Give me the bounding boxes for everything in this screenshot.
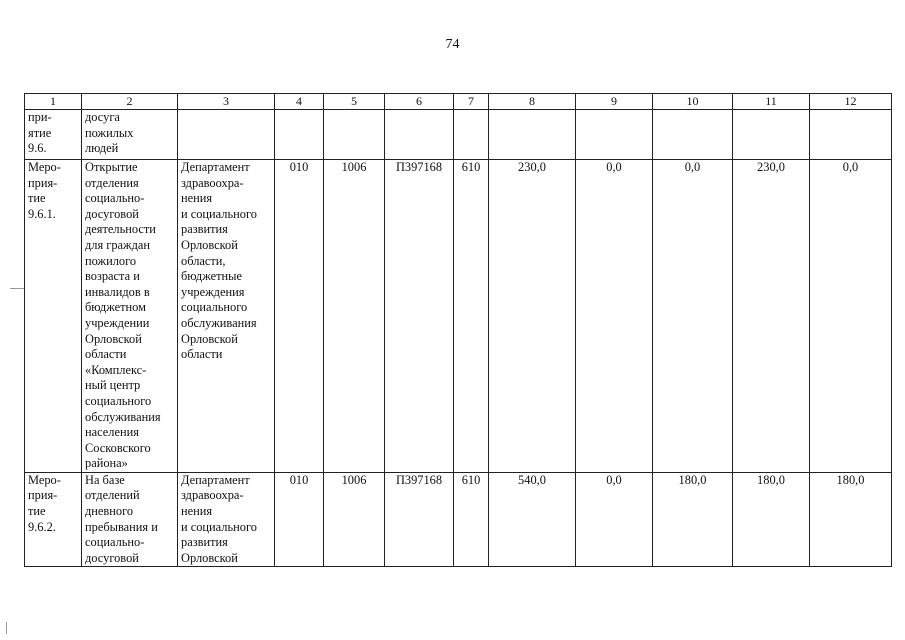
column-header: 12: [810, 94, 892, 110]
table-row: [25, 110, 892, 160]
column-header: 4: [275, 94, 324, 110]
column-header: 2: [82, 94, 178, 110]
year-value-cell: [653, 110, 733, 160]
total-cell: 540,0: [489, 472, 576, 567]
vr-cell: 610: [454, 472, 489, 567]
table-row: [25, 160, 892, 473]
year-value-cell: 0,0: [576, 472, 653, 567]
event-name-cell: Открытие отделения социально- досуговой деятельности для граждан пожилого возраста и инвалидов в бюджетном учреждении Орловской области «Комплекс- ный центр социального обслуживания населения Сосковского района»: [82, 160, 178, 473]
grbs-cell: [275, 110, 324, 160]
rzpr-cell: 1006: [324, 472, 385, 567]
year-value-cell: 180,0: [810, 472, 892, 567]
event-name-cell: досуга пожилых людей: [82, 110, 178, 160]
column-header: 10: [653, 94, 733, 110]
page-number: 74: [445, 37, 460, 52]
year-value-cell: 0,0: [653, 160, 733, 473]
year-value-cell: [810, 110, 892, 160]
table-header-row: [25, 94, 892, 110]
event-code-cell: Меро- прия- тие 9.6.1.: [25, 160, 82, 473]
column-header: 1: [25, 94, 82, 110]
rzpr-cell: 1006: [324, 160, 385, 473]
year-value-cell: [576, 110, 653, 160]
column-header: 8: [489, 94, 576, 110]
scan-artifact: [10, 288, 24, 289]
event-code-cell: Меро- прия- тие 9.6.2.: [25, 472, 82, 567]
csr-cell: П397168: [385, 472, 454, 567]
csr-cell: [385, 110, 454, 160]
vr-cell: [454, 110, 489, 160]
csr-cell: П397168: [385, 160, 454, 473]
grbs-cell: 010: [275, 472, 324, 567]
scan-artifact: [6, 622, 7, 634]
executor-cell: Департамент здравоохра- нения и социального развития Орловской области, бюджетные учреждения социального обслуживания Орловской области: [178, 160, 275, 473]
grbs-cell: 010: [275, 160, 324, 473]
rzpr-cell: [324, 110, 385, 160]
year-value-cell: 180,0: [733, 472, 810, 567]
executor-cell: [178, 110, 275, 160]
vr-cell: 610: [454, 160, 489, 473]
column-header: 11: [733, 94, 810, 110]
column-header: 7: [454, 94, 489, 110]
event-code-cell: при- ятие 9.6.: [25, 110, 82, 160]
executor-cell: Департамент здравоохра- нения и социального развития Орловской: [178, 472, 275, 567]
year-value-cell: [733, 110, 810, 160]
total-cell: [489, 110, 576, 160]
year-value-cell: 230,0: [733, 160, 810, 473]
table-row: [25, 472, 892, 567]
year-value-cell: 180,0: [653, 472, 733, 567]
budget-table: [24, 93, 892, 567]
total-cell: 230,0: [489, 160, 576, 473]
column-header: 9: [576, 94, 653, 110]
event-name-cell: На базе отделений дневного пребывания и социально- досуговой: [82, 472, 178, 567]
column-header: 5: [324, 94, 385, 110]
column-header: 6: [385, 94, 454, 110]
year-value-cell: 0,0: [576, 160, 653, 473]
column-header: 3: [178, 94, 275, 110]
year-value-cell: 0,0: [810, 160, 892, 473]
